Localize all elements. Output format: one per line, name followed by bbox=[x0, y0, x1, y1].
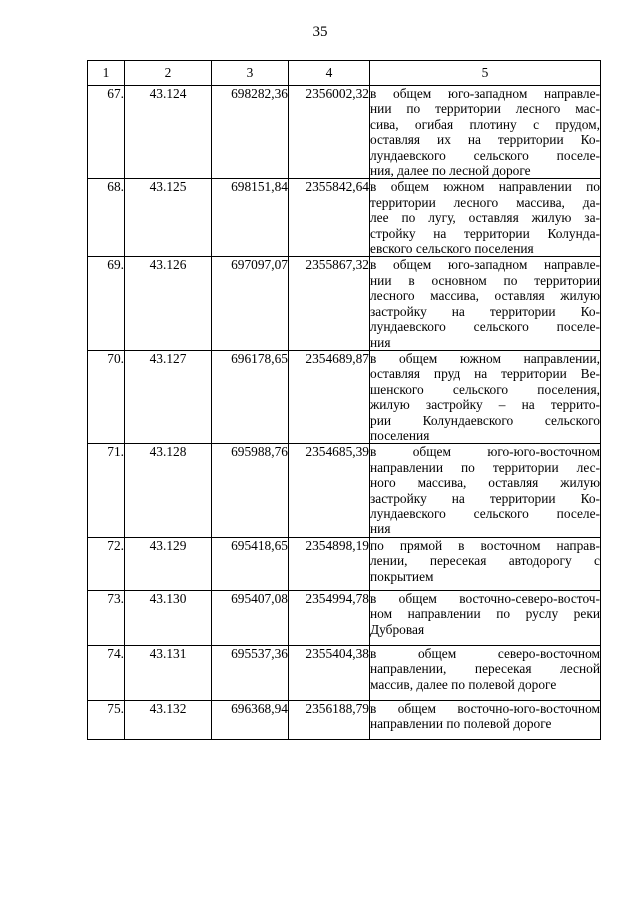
column-header: 2 bbox=[125, 61, 212, 86]
row-number-cell: 72. bbox=[88, 537, 125, 590]
coordinate-y-cell: 2356002,32 bbox=[289, 86, 370, 179]
boundary-description-cell bbox=[370, 590, 601, 645]
boundary-description-cell bbox=[370, 257, 601, 350]
point-id-cell: 43.126 bbox=[125, 257, 212, 350]
row-number-cell: 74. bbox=[88, 645, 125, 700]
description-line: в общем юго-западном направле- bbox=[370, 257, 600, 273]
point-id-cell: 43.125 bbox=[125, 179, 212, 257]
description-line: лундаевского сельского поселе- bbox=[370, 505, 600, 521]
page-number: 35 bbox=[312, 24, 328, 40]
coordinate-x-cell: 695418,65 bbox=[212, 537, 289, 590]
description-line: ния, далее по лесной дороге bbox=[370, 163, 531, 179]
coordinate-y-cell: 2356188,79 bbox=[289, 700, 370, 739]
description-line: лесного массива, оставляя жилую bbox=[370, 288, 600, 304]
coordinate-x-cell: 696368,94 bbox=[212, 700, 289, 739]
row-number-cell: 70. bbox=[88, 350, 125, 443]
boundary-description-cell bbox=[370, 700, 601, 739]
point-id-cell: 43.128 bbox=[125, 444, 212, 537]
coordinate-y-cell: 2355404,38 bbox=[289, 645, 370, 700]
coordinate-x-cell: 695537,36 bbox=[212, 645, 289, 700]
coordinate-x-cell: 698282,36 bbox=[212, 86, 289, 179]
point-id-cell: 43.129 bbox=[125, 537, 212, 590]
description-line: рии Колундаевского сельского bbox=[370, 412, 600, 428]
description-line: нии в основном по территории bbox=[370, 272, 600, 288]
boundary-description-cell bbox=[370, 179, 601, 257]
description-line: в общем южном направлении, bbox=[370, 350, 600, 366]
row-number-cell: 68. bbox=[88, 179, 125, 257]
boundary-description-cell bbox=[370, 645, 601, 700]
table-row bbox=[88, 179, 601, 257]
description-line: застройку на территории Ко- bbox=[370, 490, 600, 506]
coordinate-y-cell: 2354689,87 bbox=[289, 350, 370, 443]
description-line: по прямой в восточном направ- bbox=[370, 537, 600, 553]
description-line: лении, пересекая автодорогу с bbox=[370, 553, 600, 569]
description-line: в общем южном направлении по bbox=[370, 179, 600, 195]
description-line: территории лесного массива, да- bbox=[370, 194, 600, 210]
point-id-cell: 43.130 bbox=[125, 590, 212, 645]
table-row bbox=[88, 700, 601, 739]
description-line: ном направлении по руслу реки bbox=[370, 606, 600, 622]
coordinate-y-cell: 2354898,19 bbox=[289, 537, 370, 590]
description-line: в общем восточно-юго-восточном bbox=[370, 700, 600, 716]
point-id-cell: 43.131 bbox=[125, 645, 212, 700]
description-line: покрытием bbox=[370, 568, 434, 584]
row-number-cell: 67. bbox=[88, 86, 125, 179]
boundary-description-cell bbox=[370, 444, 601, 537]
point-id-cell: 43.127 bbox=[125, 350, 212, 443]
table-row bbox=[88, 444, 601, 537]
description-line: поселения bbox=[370, 427, 430, 443]
boundary-description-cell bbox=[370, 350, 601, 443]
description-line: направлении по территории лес- bbox=[370, 459, 600, 475]
description-line: направлении, пересекая лесной bbox=[370, 661, 600, 677]
coordinate-x-cell: 698151,84 bbox=[212, 179, 289, 257]
description-line: оставляя их на территории Ко- bbox=[370, 132, 600, 148]
boundary-description-cell bbox=[370, 86, 601, 179]
coordinate-y-cell: 2354994,78 bbox=[289, 590, 370, 645]
description-line: массив, далее по полевой дороге bbox=[370, 676, 557, 692]
coordinate-x-cell: 695988,76 bbox=[212, 444, 289, 537]
table-row bbox=[88, 537, 601, 590]
point-id-cell: 43.124 bbox=[125, 86, 212, 179]
description-line: ния bbox=[370, 521, 391, 537]
description-line: ного массива, оставляя жилую bbox=[370, 475, 600, 491]
description-line: лундаевского сельского поселе- bbox=[370, 319, 600, 335]
boundary-description-cell bbox=[370, 537, 601, 590]
column-header: 5 bbox=[370, 61, 601, 86]
point-id-cell: 43.132 bbox=[125, 700, 212, 739]
description-line: в общем юго-западном направле- bbox=[370, 86, 600, 101]
description-line: шенского сельского поселения, bbox=[370, 381, 600, 397]
coordinate-x-cell: 695407,08 bbox=[212, 590, 289, 645]
description-line: евского сельского поселения bbox=[370, 241, 534, 257]
description-line: лундаевского сельского поселе- bbox=[370, 147, 600, 163]
row-number-cell: 73. bbox=[88, 590, 125, 645]
description-line: в общем северо-восточном bbox=[370, 645, 600, 661]
row-number-cell: 75. bbox=[88, 700, 125, 739]
description-line: ния bbox=[370, 334, 391, 350]
coordinate-y-cell: 2354685,39 bbox=[289, 444, 370, 537]
boundary-points-table bbox=[87, 60, 601, 740]
description-line: Дубровая bbox=[370, 621, 425, 637]
table-row bbox=[88, 645, 601, 700]
table-row bbox=[88, 257, 601, 350]
table-row bbox=[88, 350, 601, 443]
description-line: направлении по полевой дороге bbox=[370, 716, 552, 732]
description-line: жилую застройку – на террито- bbox=[370, 397, 600, 413]
description-line: лее по лугу, оставляя жилую за- bbox=[370, 210, 600, 226]
description-line: в общем юго-юго-восточном bbox=[370, 444, 600, 460]
description-line: сива, огибая плотину с прудом, bbox=[370, 116, 600, 132]
description-line: нии по территории лесного мас- bbox=[370, 101, 600, 117]
description-line: оставляя пруд на территории Ве- bbox=[370, 366, 600, 382]
table-row bbox=[88, 590, 601, 645]
coordinate-y-cell: 2355842,64 bbox=[289, 179, 370, 257]
column-header: 3 bbox=[212, 61, 289, 86]
row-number-cell: 71. bbox=[88, 444, 125, 537]
coordinate-x-cell: 696178,65 bbox=[212, 350, 289, 443]
row-number-cell: 69. bbox=[88, 257, 125, 350]
table-header-row bbox=[88, 61, 601, 86]
coordinate-x-cell: 697097,07 bbox=[212, 257, 289, 350]
column-header: 1 bbox=[88, 61, 125, 86]
description-line: стройку на территории Колунда- bbox=[370, 225, 600, 241]
description-line: застройку на территории Ко- bbox=[370, 303, 600, 319]
table-row bbox=[88, 86, 601, 179]
coordinate-y-cell: 2355867,32 bbox=[289, 257, 370, 350]
description-line: в общем восточно-северо-восточ- bbox=[370, 590, 600, 606]
column-header: 4 bbox=[289, 61, 370, 86]
